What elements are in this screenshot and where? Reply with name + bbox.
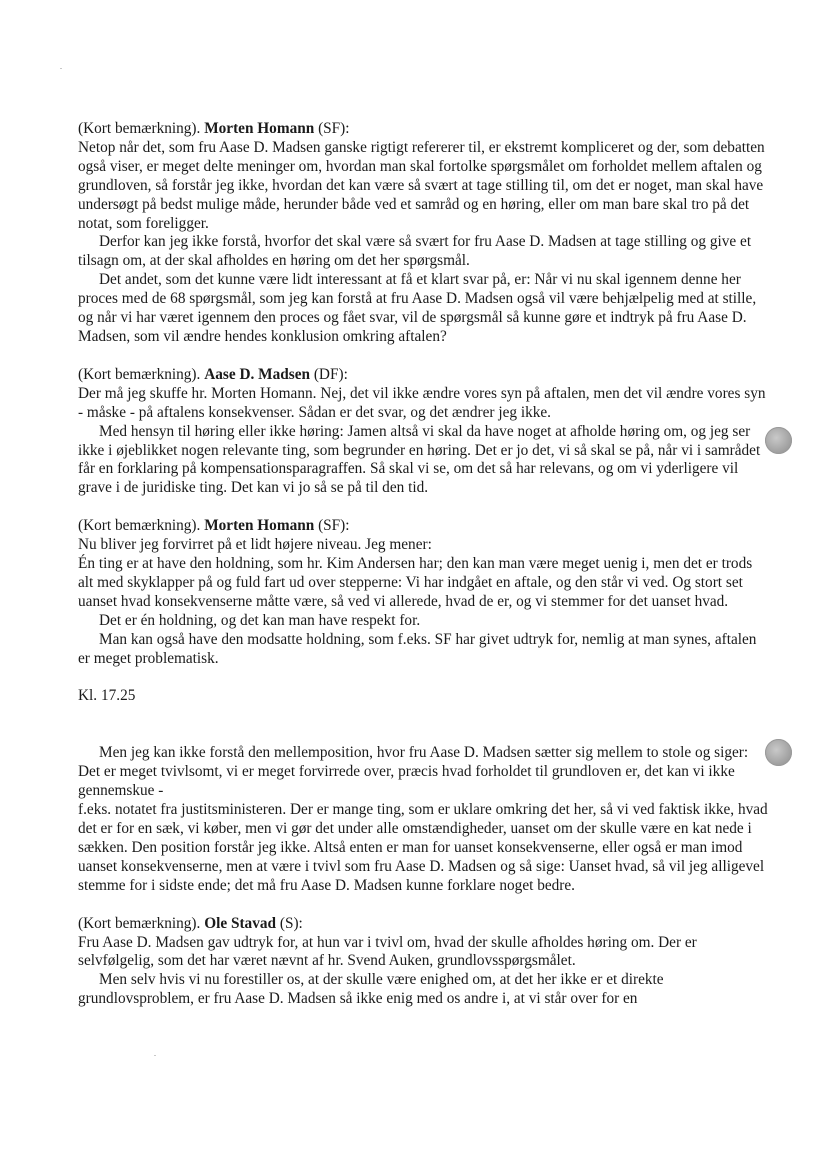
- speech-paragraph: Derfor kan jeg ikke forstå, hvorfor det skal være så svært for fru Aase D. Madsen at tage stilling og give et tilsagn om, at der skal afholdes en høring om det her spørgsmål.: [78, 233, 752, 270]
- speech-heading: [78, 517, 768, 536]
- punch-hole: [765, 427, 792, 454]
- speech-aase-d-madsen: [78, 366, 768, 498]
- speaker-party: (SF):: [318, 517, 350, 535]
- speaker-name: Ole Stavad: [204, 914, 277, 932]
- speech-ole-stavad: [78, 915, 768, 1010]
- scan-speck: [60, 68, 62, 69]
- speaker-party: (SF):: [318, 120, 350, 137]
- transcript-body: [78, 120, 768, 1028]
- time-marker: Kl. 17.25: [78, 687, 136, 705]
- speaker-party: (S):: [279, 914, 303, 932]
- speech-paragraph: Nu bliver jeg forvirret på et lidt højere niveau. Jeg mener:: [78, 536, 432, 554]
- speech-continuation: [78, 744, 768, 895]
- speech-paragraph: Det andet, som det kunne være lidt interessant at få et klart svar på, er: Når vi nu skal igennem denne her proces med de 68 spørgsmål, som jeg kan forstå at fru Aase D. Madsen også vil være behjælpelig med at stille, og når vi har været igennem den proces og fået svar, vil de spørgsmål så kunne gøre et indtryk på fru Aase D. Madsen, som vil ændre hendes konklusion omkring aftalen?: [78, 271, 757, 345]
- speech-paragraph: Men jeg kan ikke forstå den mellemposition, hvor fru Aase D. Madsen sætter sig mellem to stole og siger: Det er meget tvivlsomt, vi er meget forvirrede over, præcis hvad forholdet til grundloven er, det kan vi ikke gennemskue -: [78, 744, 749, 800]
- remark-prefix: (Kort bemærkning).: [78, 365, 201, 383]
- speaker-name: Morten Homann: [204, 517, 315, 535]
- speech-paragraph: Der må jeg skuffe hr. Morten Homann. Nej, det vil ikke ændre vores syn på aftalen, men det vil ændre vores syn - måske - på aftalens konsekvenser. Sådan er det svar, og det ændrer jeg ikke.: [78, 384, 766, 421]
- speaker-party: (DF):: [313, 365, 348, 383]
- speech-morten-homann-1: [78, 120, 768, 347]
- punch-hole: [765, 739, 792, 766]
- speaker-name: Aase D. Madsen: [204, 365, 310, 383]
- speech-paragraph: Men selv hvis vi nu forestiller os, at der skulle være enighed om, at det her ikke er et direkte grundlovsproblem, er fru Aase D. Madsen så ikke enig med os andre i, at vi står over for en: [78, 971, 664, 1008]
- speech-heading: [78, 120, 768, 139]
- speech-paragraph: Med hensyn til høring eller ikke høring: Jamen altså vi skal da have noget at afholde høring om, og jeg ser ikke i øjeblikket nogen relevante ting, som begrunder en høring. Det er jo det, vi så skal se på, når vi i samrådet får en forklaring på kompensationsparagraffen. Så skal vi se, om det så har relevans, og om vi yderligere vil grave i de juridiske ting. Det kan vi jo så se på til den tid.: [78, 422, 761, 497]
- remark-prefix: (Kort bemærkning).: [78, 914, 201, 932]
- speaker-name: Morten Homann: [204, 120, 315, 137]
- speech-morten-homann-2: [78, 517, 768, 668]
- speech-paragraph: Én ting er at have den holdning, som hr. Kim Andersen har; den kan man være meget uenig i, men det er trods alt med skyklapper på og fuld fart ud over stepperne: Vi har indgået en aftale, og den står vi ved. Og stort set uanset hvad konsekvenserne måtte være, så ved vi allerede, hvad de er, og vi stemmer for det uanset hvad.: [78, 555, 753, 610]
- remark-prefix: (Kort bemærkning).: [78, 120, 201, 137]
- speech-heading: [78, 366, 768, 385]
- speech-heading: [78, 915, 768, 934]
- speech-paragraph: Man kan også have den modsatte holdning, som f.eks. SF har givet udtryk for, nemlig at man synes, aftalen er meget problematisk.: [78, 630, 757, 667]
- speech-paragraph: Det er én holdning, og det kan man have respekt for.: [99, 611, 421, 629]
- remark-prefix: (Kort bemærkning).: [78, 517, 201, 535]
- speech-paragraph: f.eks. notatet fra justitsministeren. Der er mange ting, som er uklare omkring det her, så vi ved faktisk ikke, hvad det er for en sæk, vi køber, men vi gør det under alle omstændigheder, uanset om der skulle være en kat nede i sækken. Den position forstår jeg ikke. Altså enten er man for uanset konsekvenserne, eller også er man imod uanset konsekvenserne, men at være i tvivl som fru Aase D. Madsen og så sige: Uanset hvad, så vil jeg alligevel stemme for i sidste ende; det må fru Aase D. Madsen kunne forklare noget bedre.: [78, 801, 768, 894]
- speech-paragraph: Netop når det, som fru Aase D. Madsen ganske rigtigt refererer til, er ekstremt kompliceret og der, som debatten også viser, er meget delte meninger om, hvordan man skal fortolke spørgsmålet om forholdet mellem aftalen og grundloven, så forstår jeg ikke, hvordan det kan være så svært at tage stilling til, om det er noget, man skal have undersøgt på bedst mulige måde, herunder både ved et samråd og en høring, eller om man bare skal tro på det notat, som foreligger.: [78, 138, 765, 232]
- scan-speck: [154, 1055, 156, 1056]
- speech-paragraph: Fru Aase D. Madsen gav udtryk for, at hun var i tvivl om, hvad der skulle afholdes høring om. Der er selvfølgelig, som det har været nævnt af hr. Svend Auken, grundlovsspørgsmålet.: [78, 933, 697, 970]
